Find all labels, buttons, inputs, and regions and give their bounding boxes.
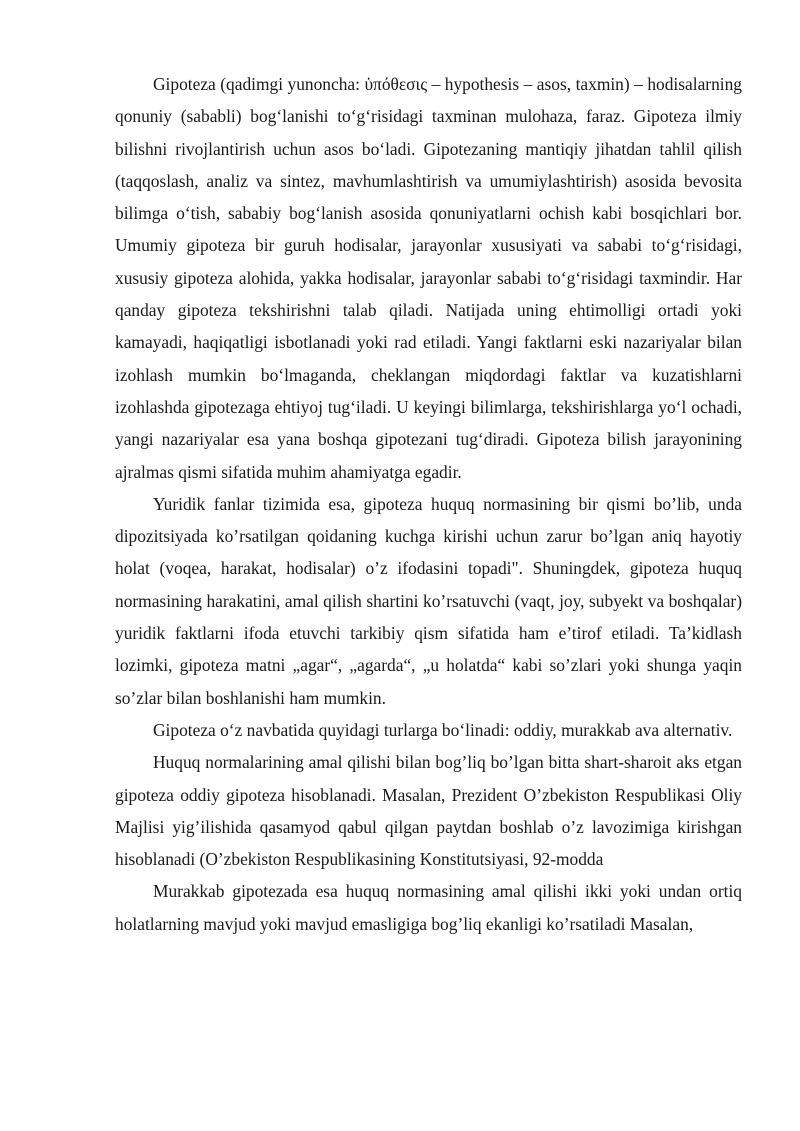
paragraph-simple-gipoteza: Huquq normalarining amal qilishi bilan bog’liq bo’lgan bitta shart-sharoit aks etgan gipoteza oddiy gipoteza hisoblanadi. Masalan, Prezident O’zbekiston Respublikasi Oliy Majlisi yig’ilishida qasamyod qabul qilgan paytdan boshlab o’z lavozimiga kirishgan hisoblanadi (O’zbekiston Respublikasining Konstitutsiyasi, 92-modda: [115, 752, 742, 870]
paragraph-gipoteza-types: Gipoteza o‘z navbatida quyidagi turlarga bo‘linadi: oddiy, murakkab ava alternativ.: [153, 719, 733, 740]
document-page: [115, 68, 742, 940]
paragraph-gipoteza-definition: Gipoteza (qadimgi yunoncha: ὑπόθεσις – hypothesis – asos, taxmin) – hodisalarning qonuniy (sababli) bog‘lanishi to‘g‘risidagi taxminan mulohaza, faraz. Gipoteza ilmiy bilishni rivojlantirish uchun asos bo‘ladi. Gipotezaning mantiqiy jihatdan tahlil qilish (taqqoslash, analiz va sintez, mavhumlashtirish va umumiylashtirish) asosida bevosita bilimga o‘tish, sababiy bog‘lanish asosida qonuniyatlarni ochish kabi bosqichlari bor. Umumiy gipoteza bir guruh hodisalar, jarayonlar xususiyati va sababi to‘g‘risidagi, xususiy gipoteza alohida, yakka hodisalar, jarayonlar sababi to‘g‘risidagi taxmindir. Har qanday gipoteza tekshirishni talab qiladi. Natijada uning ehtimolligi ortadi yoki kamayadi, haqiqatligi isbotlanadi yoki rad etiladi. Yangi faktlarni eski nazariyalar bilan izohlash mumkin bo‘lmaganda, cheklangan miqdordagi faktlar va kuzatishlarni izohlashda gipotezaga ehtiyoj tug‘iladi. U keyingi bilimlarga, tekshirishlarga yo‘l ochadi, yangi nazariyalar esa yana boshqa gipotezani tug‘diradi. Gipoteza bilish jarayonining ajralmas qismi sifatida muhim ahamiyatga egadir.: [115, 74, 742, 482]
paragraph-legal-sciences: Yuridik fanlar tizimida esa, gipoteza huquq normasining bir qismi bo’lib, unda dipozitsiyada ko’rsatilgan qoidaning kuchga kirishi uchun zarur bo’lgan aniq hayotiy holat (voqea, harakat, hodisalar) o’z ifodasini topadi". Shuningdek, gipoteza huquq normasining harakatini, amal qilish shartini ko’rsatuvchi (vaqt, joy, subyekt va boshqalar) yuridik faktlarni ifoda etuvchi tarkibiy qism sifatida ham e’tirof etiladi. Ta’kidlash lozimki, gipoteza matni „agar“, „agarda“, „u holatda“ kabi so’zlari yoki shunga yaqin so’zlar bilan boshlanishi ham mumkin.: [115, 493, 742, 708]
paragraph-complex-gipoteza: Murakkab gipotezada esa huquq normasining amal qilishi ikki yoki undan ortiq holatlarning mavjud yoki mavjud emasligiga bog’liq ekanligi ko’rsatiladi Masalan,: [115, 881, 742, 934]
